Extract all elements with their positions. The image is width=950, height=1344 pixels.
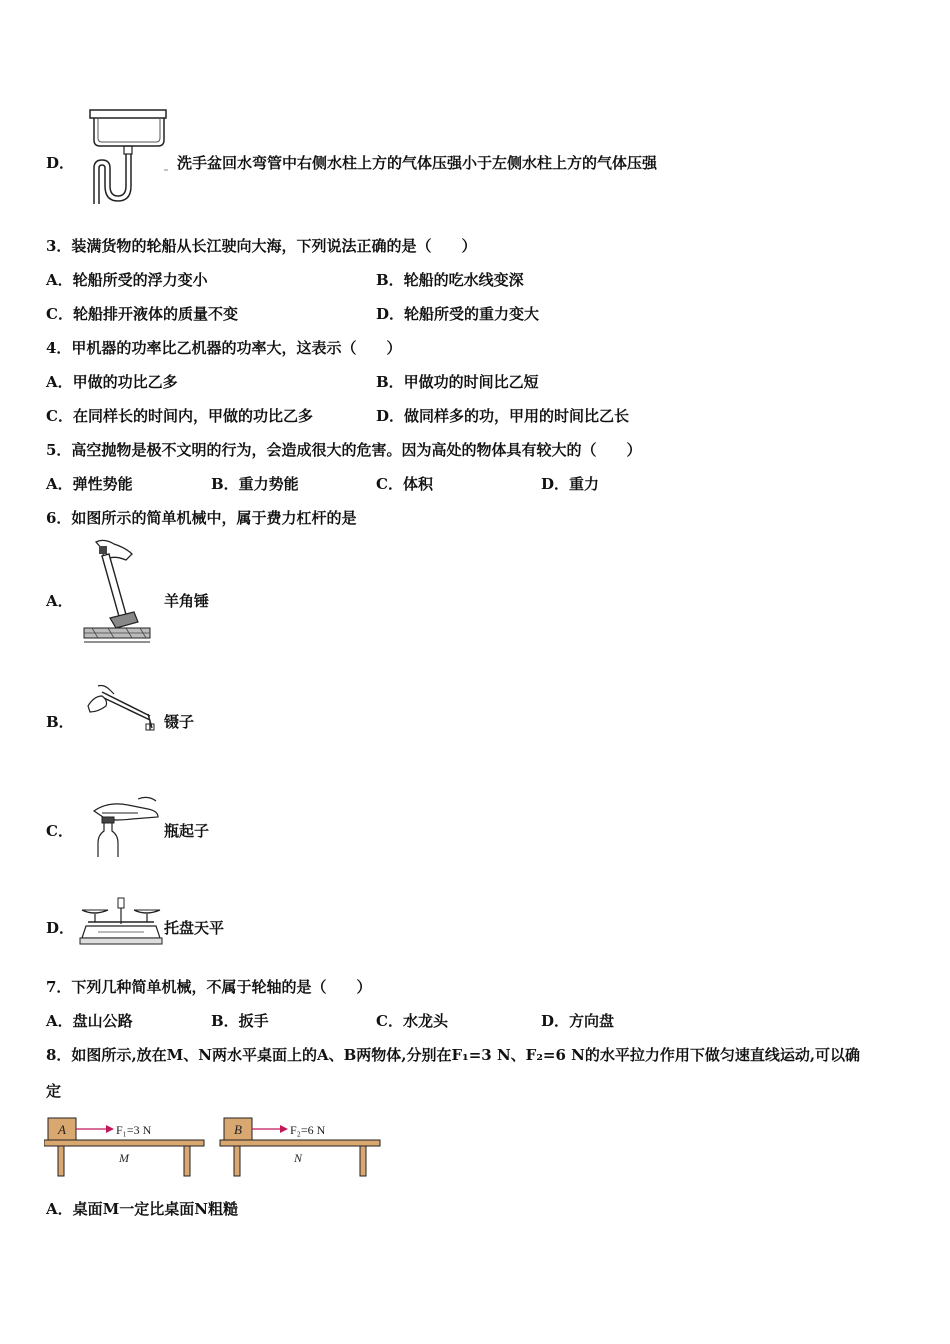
- force-f1-label: F₁=3 N: [116, 1123, 152, 1137]
- q6-option-a-label: A．: [46, 592, 73, 610]
- q2-option-d-text: 洗手盆回水弯管中右侧水柱上方的气体压强小于左侧水柱上方的气体压强: [177, 154, 658, 172]
- q5-option-c: C．体积: [376, 475, 433, 493]
- q6-stem: 6．如图所示的简单机械中，属于费力杠杆的是: [46, 509, 357, 527]
- q4-option-b: B．甲做功的时间比乙短: [376, 373, 539, 391]
- tweezers-figure: [84, 682, 158, 732]
- q7-option-b: B．扳手: [211, 1012, 269, 1030]
- q8-tables-figure: [44, 1116, 384, 1180]
- q7-option-d: D．方向盘: [541, 1012, 615, 1030]
- q7-option-c: C．水龙头: [376, 1012, 448, 1030]
- q4-option-a: A．甲做的功比乙多: [46, 373, 178, 391]
- q7-stem: 7．下列几种简单机械，不属于轮轴的是（ ）: [46, 978, 372, 996]
- q7-option-a: A．盘山公路: [46, 1012, 133, 1030]
- q4-option-c: C．在同样长的时间内，甲做的功比乙多: [46, 407, 313, 425]
- q6-option-a-text: 羊角锤: [164, 592, 210, 610]
- q3-option-d: D．轮船所受的重力变大: [376, 305, 540, 323]
- q3-option-a: A．轮船所受的浮力变小: [46, 271, 208, 289]
- q5-option-a: A．弹性势能: [46, 475, 133, 493]
- q3-option-b: B．轮船的吃水线变深: [376, 271, 524, 289]
- q6-option-c-label: C．: [46, 822, 73, 840]
- table-n-label: N: [293, 1151, 303, 1165]
- q5-option-d: D．重力: [541, 475, 600, 493]
- claw-hammer-figure: [82, 538, 154, 650]
- q4-stem: 4．甲机器的功率比乙机器的功率大，这表示（ ）: [46, 339, 402, 357]
- bottle-opener-figure: [88, 795, 162, 857]
- table-m-label: M: [119, 1151, 129, 1165]
- q5-option-b: B．重力势能: [211, 475, 299, 493]
- q8-stem-line-2: 定: [46, 1082, 62, 1100]
- q8-stem-line-1: 8．如图所示,放在M、N两水平桌面上的A、B两物体,分别在F₁=3 N、F₂=6 N的水平拉力作用下做匀速直线运动,可以确: [46, 1046, 861, 1064]
- q5-stem: 5．高空抛物是极不文明的行为，会造成很大的危害。因为高处的物体具有较大的（ ）: [46, 441, 642, 459]
- block-b-label: B: [234, 1122, 242, 1137]
- q6-option-c-text: 瓶起子: [164, 822, 210, 840]
- q3-stem: 3．装满货物的轮船从长江驶向大海，下列说法正确的是（ ）: [46, 237, 477, 255]
- sink-trap-figure: [80, 106, 172, 208]
- q6-option-d-label: D．: [46, 919, 75, 937]
- q6-option-b-label: B．: [46, 713, 74, 731]
- q8-option-a: A．桌面M一定比桌面N粗糙: [46, 1200, 238, 1218]
- q6-option-b-text: 镊子: [164, 713, 195, 731]
- q2-option-d-label: D．: [46, 154, 75, 172]
- balance-scale-figure: [78, 896, 164, 948]
- q6-option-d-text: 托盘天平: [164, 919, 225, 937]
- force-f2-label: F₂=6 N: [290, 1123, 326, 1137]
- q3-option-c: C．轮船排开液体的质量不变: [46, 305, 238, 323]
- block-a-label: A: [58, 1122, 66, 1137]
- q4-option-d: D．做同样多的功，甲用的时间比乙长: [376, 407, 630, 425]
